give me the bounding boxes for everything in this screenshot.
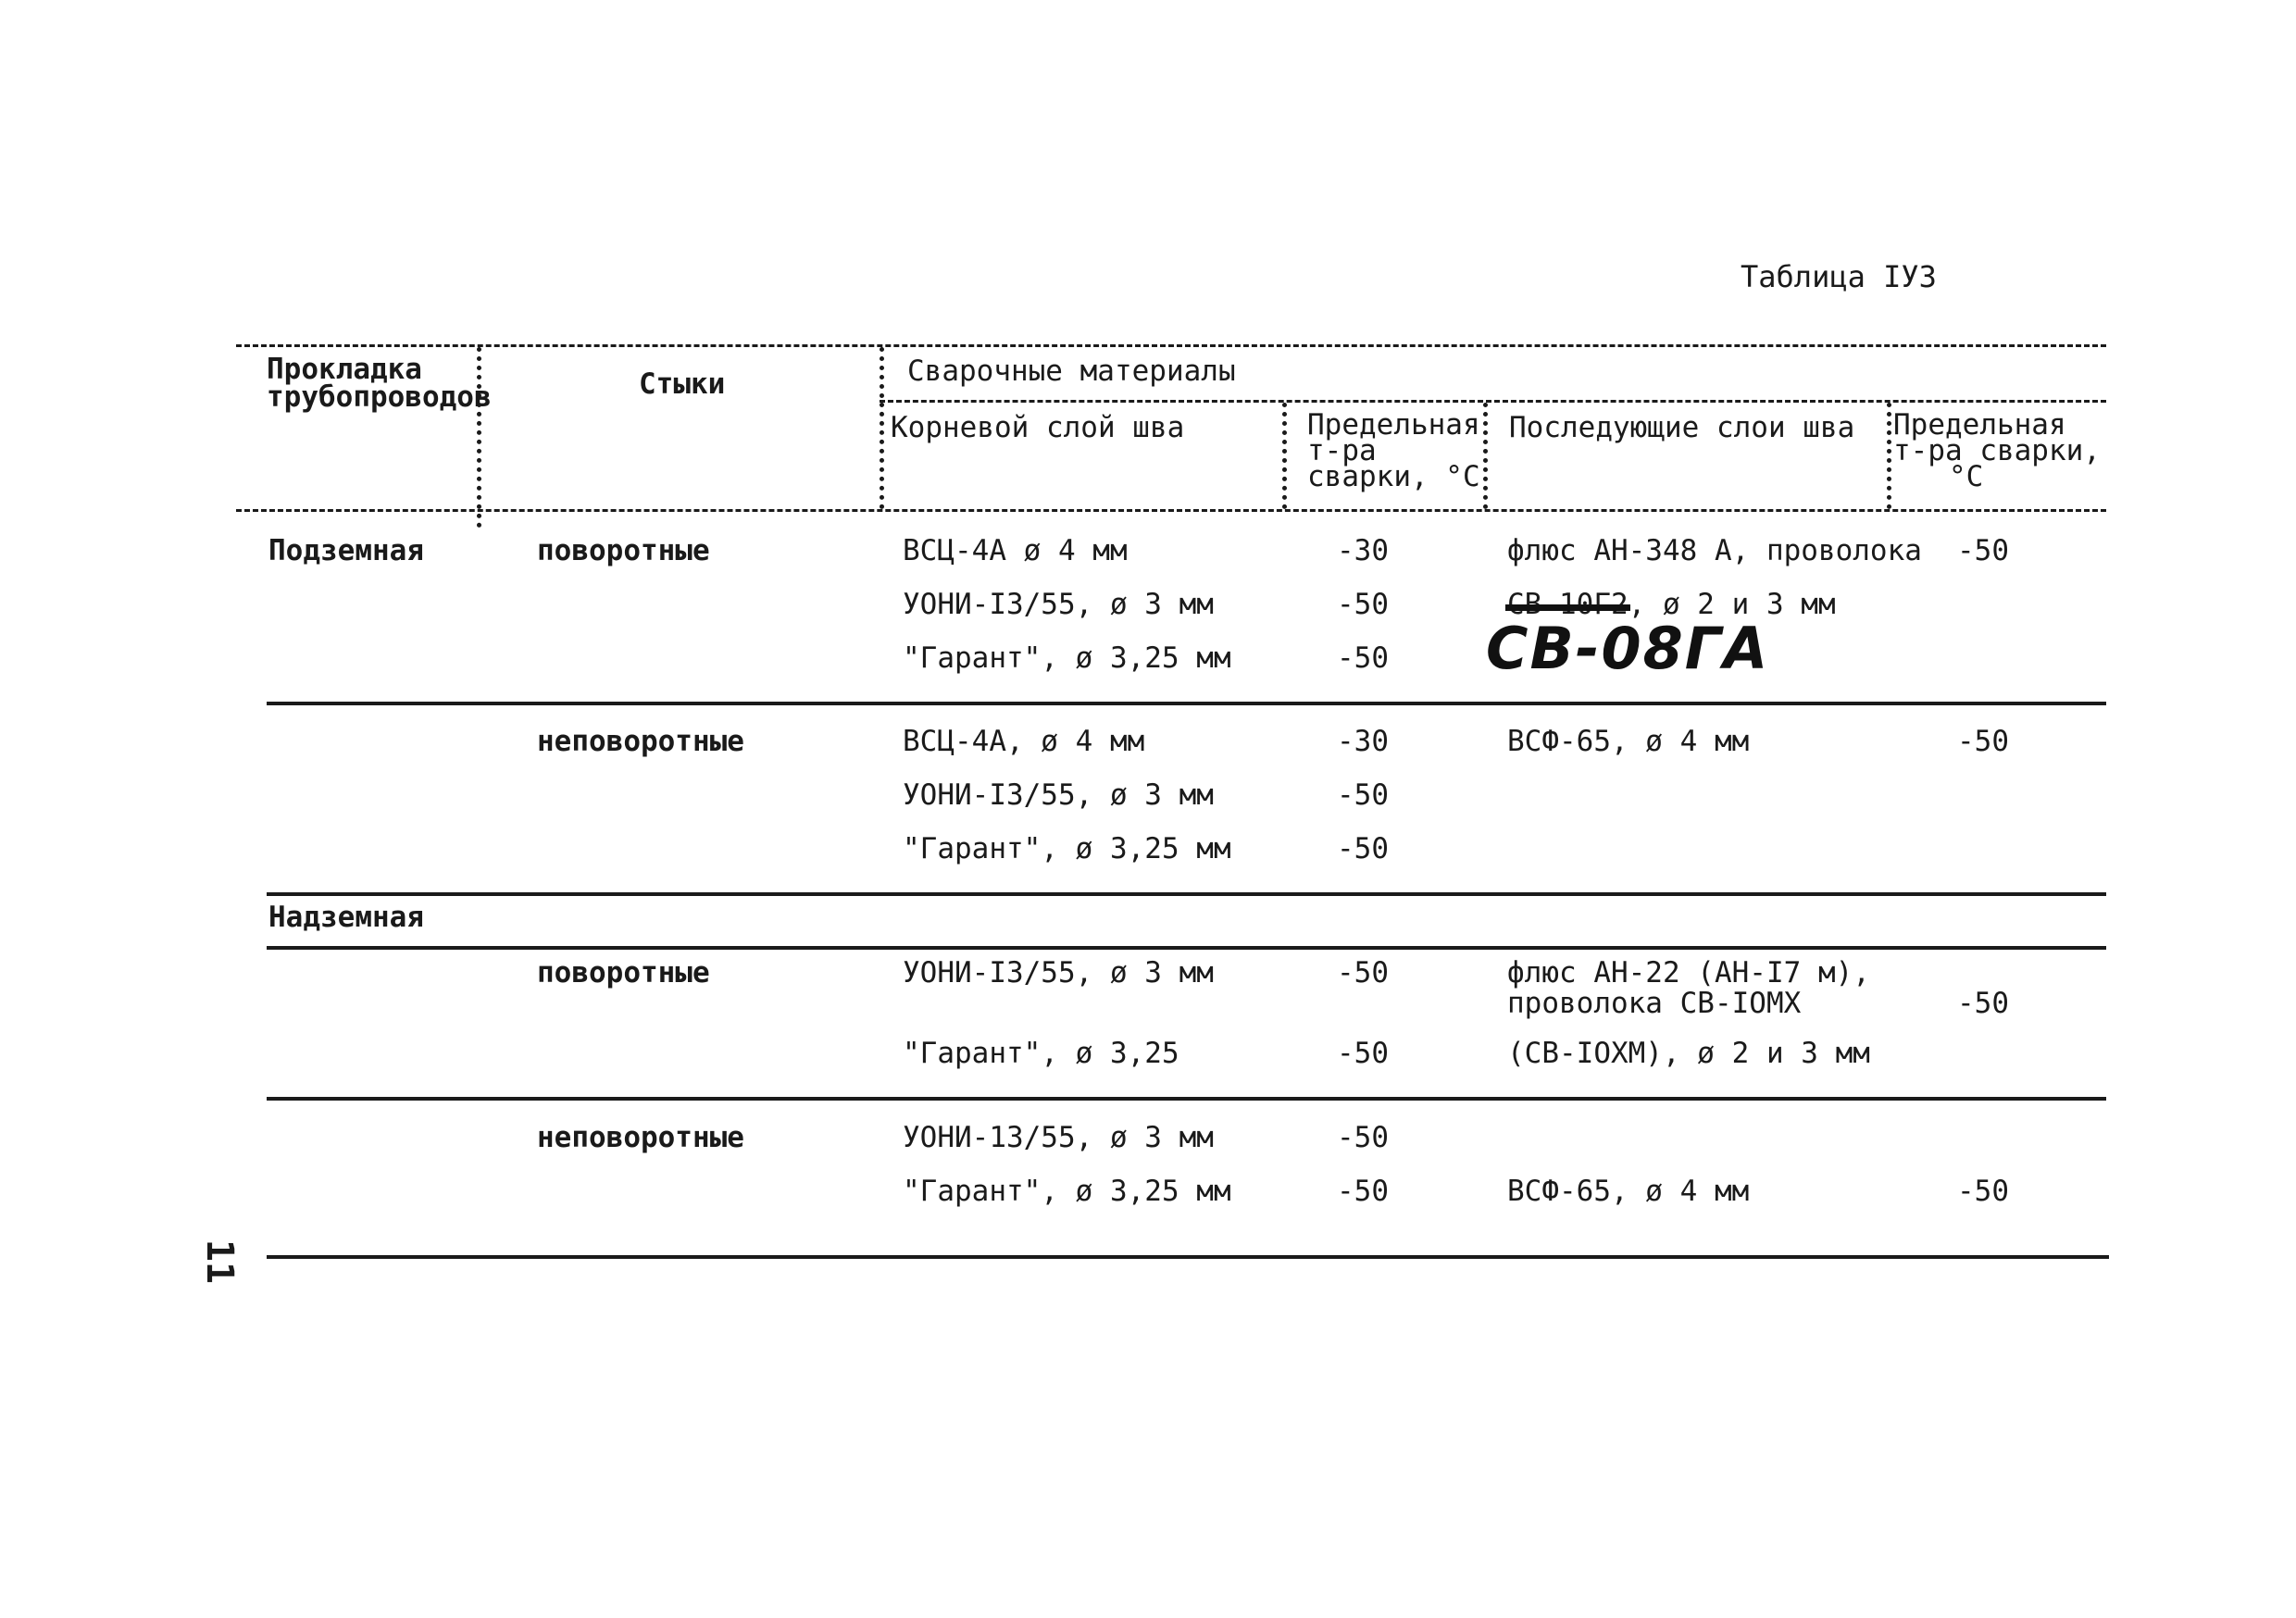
root-material: ВСЦ-4А, ø 4 мм bbox=[903, 725, 1145, 758]
next-material: проволока СВ-IОМХ bbox=[1507, 987, 1802, 1020]
joint-label: поворотные bbox=[537, 534, 710, 567]
root-material: "Гарант", ø 3,25 мм bbox=[903, 832, 1231, 865]
header-top-rule bbox=[236, 344, 2106, 347]
joint-label: поворотные bbox=[537, 956, 710, 989]
root-temp: -50 bbox=[1337, 832, 1389, 865]
root-material: УОНИ-I3/55, ø 3 мм bbox=[903, 956, 1214, 989]
joint-label: неповоротные bbox=[537, 1121, 744, 1154]
section-underground: Подземная bbox=[268, 534, 424, 567]
table-caption: Таблица IУ3 bbox=[1741, 259, 1937, 294]
row-divider bbox=[267, 892, 2106, 896]
root-temp: -50 bbox=[1337, 588, 1389, 621]
col-separator-4 bbox=[1483, 403, 1488, 509]
next-temp: -50 bbox=[1957, 1175, 2009, 1208]
root-material: УОНИ-13/55, ø 3 мм bbox=[903, 1121, 1214, 1154]
root-temp: -50 bbox=[1337, 956, 1389, 989]
header-laying: Прокладка трубопроводов bbox=[267, 353, 492, 414]
root-material: "Гарант", ø 3,25 bbox=[903, 1037, 1179, 1070]
row-divider bbox=[267, 1097, 2106, 1101]
root-temp: -50 bbox=[1337, 641, 1389, 675]
header-bottom-rule bbox=[236, 509, 2106, 512]
next-material: ВСФ-65, ø 4 мм bbox=[1507, 1175, 1750, 1208]
section-aboveground: Надземная bbox=[268, 901, 424, 934]
next-temp: -50 bbox=[1957, 534, 2009, 567]
root-temp: -50 bbox=[1337, 1121, 1389, 1154]
header-root-layer: Корневой слой шва bbox=[891, 411, 1185, 444]
struck-text: СВ-10Г2 bbox=[1507, 588, 1628, 621]
next-material: СВ-10Г2, ø 2 и 3 мм bbox=[1507, 588, 1836, 621]
row-divider bbox=[267, 702, 2106, 705]
header-next-layers: Последующие слои шва bbox=[1509, 411, 1855, 444]
materials-sub-rule bbox=[880, 400, 2106, 403]
page-number: 11 bbox=[198, 1238, 242, 1285]
handwritten-correction: СВ-08ГА bbox=[1486, 615, 1770, 682]
header-materials: Сварочные материалы bbox=[907, 355, 1236, 388]
col-separator-2 bbox=[880, 347, 884, 509]
root-material: "Гарант", ø 3,25 мм bbox=[903, 641, 1231, 675]
root-temp: -50 bbox=[1337, 778, 1389, 812]
col-separator-5 bbox=[1887, 403, 1891, 509]
root-material: УОНИ-I3/55, ø 3 мм bbox=[903, 588, 1214, 621]
next-material: флюс АН-348 А, проволока bbox=[1507, 534, 1922, 567]
root-temp: -30 bbox=[1337, 725, 1389, 758]
next-temp: -50 bbox=[1957, 725, 2009, 758]
joint-label: неповоротные bbox=[537, 725, 744, 758]
root-temp: -50 bbox=[1337, 1175, 1389, 1208]
next-material: (СВ-IОХМ), ø 2 и 3 мм bbox=[1507, 1037, 1870, 1070]
root-temp: -50 bbox=[1337, 1037, 1389, 1070]
header-joints: Стыки bbox=[639, 367, 726, 401]
table-bottom-rule bbox=[267, 1255, 2109, 1259]
next-material: ВСФ-65, ø 4 мм bbox=[1507, 725, 1750, 758]
header-limit-temp-root: Предельная т-ра сварки, °С bbox=[1307, 408, 1480, 493]
header-limit-temp-next: Предельная т-ра сварки, °С bbox=[1893, 408, 2101, 493]
root-material: ВСЦ-4А ø 4 мм bbox=[903, 534, 1128, 567]
root-material: УОНИ-I3/55, ø 3 мм bbox=[903, 778, 1214, 812]
row-divider bbox=[267, 946, 2106, 950]
root-temp: -30 bbox=[1337, 534, 1389, 567]
col-separator-1 bbox=[477, 347, 481, 528]
next-temp: -50 bbox=[1957, 987, 2009, 1020]
root-material: "Гарант", ø 3,25 мм bbox=[903, 1175, 1231, 1208]
col-separator-3 bbox=[1282, 403, 1287, 509]
next-material: флюс АН-22 (АН-I7 м), bbox=[1507, 956, 1870, 989]
